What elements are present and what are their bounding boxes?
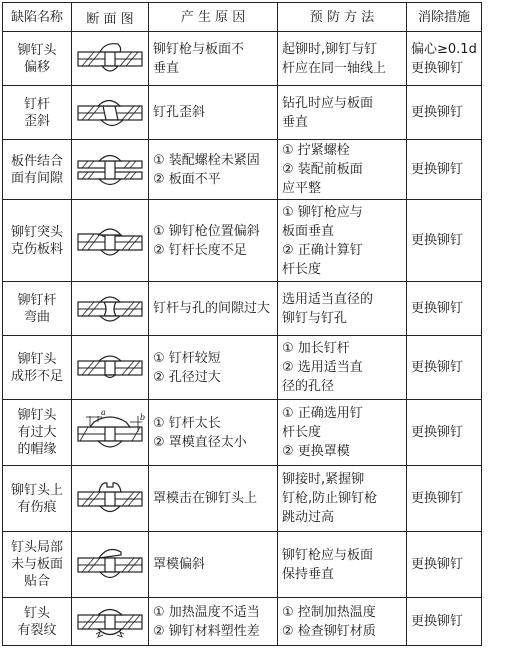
defect-name: 钉头 有裂纹 [17, 605, 57, 638]
defect-name: 铆钉头 成形不足 [10, 351, 63, 384]
defect-name: 铆钉头上 有伤痕 [10, 482, 63, 515]
prevention-text: ① 拧紧螺栓 ② 装配前板面 应平整 [282, 143, 363, 196]
remedy-cell [407, 32, 482, 86]
table-row [3, 32, 482, 86]
header-defect-name: 缺陷名称 [3, 3, 72, 32]
table-row [3, 598, 482, 646]
prevention-text: ① 铆钉枪应与 板面垂直 ② 正确计算钉 杆长度 [282, 204, 363, 277]
tilted-shank-icon [74, 93, 146, 133]
table-row [3, 86, 482, 140]
cause-cell [149, 32, 278, 86]
defect-name-cell [3, 32, 72, 86]
cause-text: ① 钉杆太长 ② 罩模直径太小 [153, 415, 247, 450]
cross-section-cell [72, 86, 149, 140]
table-row [3, 400, 482, 466]
cross-section-cell [72, 336, 149, 400]
cross-section-cell [72, 466, 149, 532]
cause-cell [149, 466, 278, 532]
prevention-text: 铆钉枪应与板面 保持垂直 [282, 547, 374, 582]
remedy-text: 更换铆钉 [411, 233, 464, 248]
prevention-cell [278, 336, 407, 400]
prevention-cell [278, 598, 407, 646]
cause-cell [149, 200, 278, 282]
header-cause: 产 生 原 因 [149, 3, 278, 32]
prevention-text: 选用适当直径的 铆钉与钉孔 [282, 291, 374, 326]
cross-section-cell [72, 140, 149, 200]
defect-name: 铆钉头 偏移 [17, 42, 57, 75]
prevention-cell [278, 200, 407, 282]
cause-text: 罩模击在铆钉头上 [153, 491, 258, 506]
header-cross-section: 断 面 图 [72, 3, 149, 32]
remedy-text: 更换铆钉 [411, 491, 464, 506]
plate-gap-icon [74, 147, 146, 193]
dim-label-b: b [140, 412, 146, 422]
cause-text: 钉孔歪斜 [153, 105, 206, 120]
partial-contact-icon [74, 542, 146, 588]
defect-name: 铆钉头 有过大 的帽缘 [17, 408, 57, 457]
header-prevention: 预 防 方 法 [278, 3, 407, 32]
prevention-text: 钻孔时应与板面 垂直 [282, 95, 374, 130]
prevention-cell [278, 32, 407, 86]
cause-cell [149, 598, 278, 646]
defect-name-cell [3, 466, 72, 532]
cause-text: ① 装配螺栓未紧固 ② 板面不平 [153, 152, 260, 187]
cross-section-cell [72, 400, 149, 466]
dented-plate-icon [74, 218, 146, 264]
remedy-cell [407, 336, 482, 400]
cross-section-cell [72, 282, 149, 336]
table-row [3, 466, 482, 532]
remedy-text: 更换铆钉 [411, 614, 464, 629]
cracked-head-icon [74, 602, 146, 642]
prevention-cell [278, 466, 407, 532]
prevention-text: 铆接时,紧握铆 钉枪,防止铆钉枪 跳动过高 [282, 472, 378, 525]
defect-name: 铆钉杆 弯曲 [17, 292, 57, 325]
remedy-cell [407, 200, 482, 282]
defect-name: 板件结合 面有间隙 [10, 153, 63, 186]
header-remedy: 消除措施 [407, 3, 482, 32]
scarred-head-icon [74, 476, 146, 522]
prevention-cell [278, 282, 407, 336]
remedy-cell [407, 86, 482, 140]
dim-label-a: a [101, 407, 106, 417]
cause-text: 铆钉枪与板面不 垂直 [153, 41, 245, 76]
remedy-cell [407, 466, 482, 532]
prevention-cell [278, 400, 407, 466]
oversized-rim-icon [74, 408, 146, 458]
table-row [3, 200, 482, 282]
defect-name: 铆钉突头 克伤板料 [10, 224, 63, 257]
cause-text: ① 铆钉枪位置偏斜 ② 钉杆长度不足 [153, 223, 260, 258]
remedy-cell [407, 140, 482, 200]
table-row [3, 282, 482, 336]
cause-cell [149, 282, 278, 336]
prevention-text: ① 加长钉杆 ② 选用适当直 径的孔径 [282, 341, 363, 394]
remedy-cell [407, 532, 482, 598]
cause-cell [149, 86, 278, 140]
remedy-cell [407, 282, 482, 336]
rivet-defect-table [2, 2, 482, 646]
cause-cell [149, 140, 278, 200]
remedy-cell [407, 400, 482, 466]
defect-name-cell [3, 598, 72, 646]
table-row [3, 336, 482, 400]
defect-name-cell [3, 86, 72, 140]
cause-text: 罩模偏斜 [153, 557, 206, 572]
cross-section-cell [72, 532, 149, 598]
remedy-cell [407, 598, 482, 646]
cause-cell [149, 400, 278, 466]
remedy-text: 更换铆钉 [411, 162, 464, 177]
remedy-text: 更换铆钉 [411, 105, 464, 120]
prevention-cell [278, 140, 407, 200]
defect-name-cell [3, 532, 72, 598]
prevention-text: ① 正确选用钉 杆长度 ② 更换罩模 [282, 406, 363, 459]
remedy-text: 更换铆钉 [411, 425, 464, 440]
cross-section-cell [72, 200, 149, 282]
prevention-cell [278, 532, 407, 598]
cross-section-cell [72, 32, 149, 86]
defect-name: 钉头局部 未与板面 贴合 [10, 540, 63, 589]
table-row [3, 532, 482, 598]
cause-cell [149, 532, 278, 598]
defect-name-cell [3, 400, 72, 466]
prevention-text: ① 控制加热温度 ② 检查铆钉材质 [282, 604, 376, 639]
cross-section-cell [72, 598, 149, 646]
short-head-icon [74, 348, 146, 388]
table-row [3, 140, 482, 200]
cause-cell [149, 336, 278, 400]
defect-name-cell [3, 140, 72, 200]
cause-text: ① 加热温度不适当 ② 铆钉材料塑性差 [153, 604, 260, 639]
defect-name-cell [3, 282, 72, 336]
offset-head-icon [74, 39, 146, 79]
remedy-text: 更换铆钉 [411, 301, 464, 316]
bent-shank-icon [74, 289, 146, 329]
defect-name: 钉杆 歪斜 [23, 96, 50, 129]
defect-name-cell [3, 200, 72, 282]
remedy-text: 偏心≥0.1d 更换铆钉 [411, 41, 477, 76]
cause-text: 钉杆与孔的间隙过大 [153, 301, 271, 316]
prevention-text: 起铆时,铆钉与钉 杆应在同一轴线上 [282, 41, 387, 76]
header-row [3, 3, 482, 32]
cause-text: ① 钉杆较短 ② 孔径过大 [153, 350, 221, 385]
remedy-text: 更换铆钉 [411, 360, 464, 375]
defect-name-cell [3, 336, 72, 400]
remedy-text: 更换铆钉 [411, 557, 464, 572]
prevention-cell [278, 86, 407, 140]
